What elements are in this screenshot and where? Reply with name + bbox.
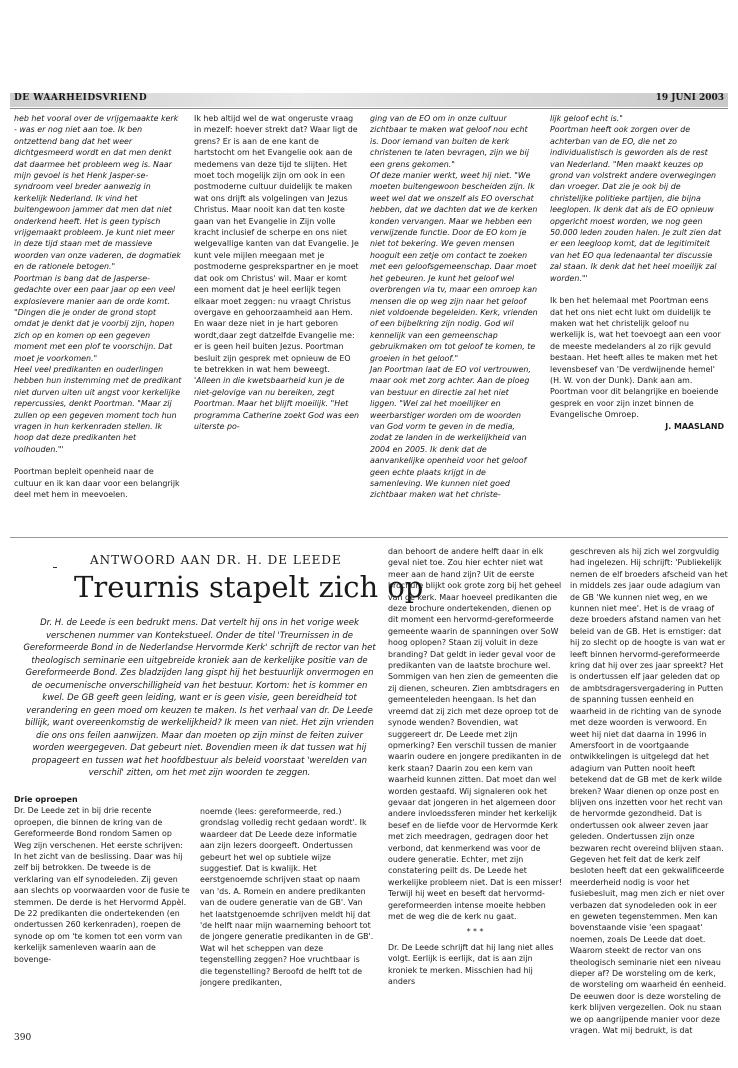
- top-col1-para: Poortman is bang dat de Jasperse-gedachte over een paar jaar op een veel explosievere manier aan de orde komt. "Dingen die je onder de grond stopt omdat je denkt dat je voorbij zijn, hopen zich op en komen op een gegeven moment met een plof te voorschijn. Dat moet je voorkomen.": [14, 273, 176, 363]
- article-column-4: [570, 546, 728, 1036]
- top-col2-para: Ik heb altijd wel de wat ongeruste vraag in mezelf: hoever strekt dat? Waar ligt de grens? Er is aan de ene kant de hartstocht om het Evangelie ook aan de medemens van deze tijd te slijten. Het moet toch mogelijk zijn om ook in een postmoderne cultuur duidelijk te maken wat ons drijft als volgelingen van Jezus Christus. Maar nooit kan dat ten koste gaan van het Evangelie in Zijn volle kracht inclusief de scherpe en ons niet welgevallige kanten van dat Evangelie. Je kunt vele mijlen meegaan met je postmoderne gesprekspartner en je moet dat ook om Christus' wil. Maar er komt een moment dat je heel eerlijk tegen elkaar moet zeggen: nu vraagt Christus overgave en gehoorzaamheid aan Hem. En waar deze niet in je hart geboren wordt,daar zegt datzelfde Evangelie me: er is geen heil buiten Jezus. Poortman besluit zijn gesprek met opnieuw de EO te betrekken in wat hem beweegt.: [194, 114, 359, 374]
- article-column-2: [200, 806, 374, 989]
- top-col4-para: lijk geloof echt is.": [550, 114, 623, 123]
- subheading: Drie oproepen: [14, 795, 78, 804]
- top-column-2: [194, 113, 360, 432]
- dash-mark: [53, 567, 57, 568]
- section-stars: * * *: [466, 927, 484, 937]
- page-number: 390: [14, 1033, 32, 1043]
- top-column-1: [14, 113, 182, 500]
- article-intro: Dr. H. de Leede is een bedrukt mens. Dat vertelt hij ons in het vorige week verschenen nummer van Kontekstueel. Onder de titel 'Treurnissen in de Gereformeerde Bond in de Nederlandse Hervormde Kerk' schrijft de rector van het theologisch seminarie een uitgebreide kroniek aan de kerkelijke positie van de Gereformeerde Bond. Zes bladzijden lang gispt hij het bestuurlijk onvermogen en de oecumenische onverschilligheid van het bestuur. Kortom: het is kommer en kwel. De GB geeft geen leiding, want er is geen visie, geen bereidheid tot verandering en geen moed om keuzen te maken. Is het verhaal van dr. De Leede billijk, want overeenkomstig de werkelijkheid? Ik meen van niet. Het zijn vrienden die ons ons feilen aanwijzen. Maar dan moeten op zijn minst de feiten zuiver worden weergegeven. Dat gebeurt niet. Bovendien meen ik dat tussen wat hij propageert en tussen wat het hoofdbestuur als beleid voorstaat 'werelden van verschil' zitten, om het met zijn woorden te zeggen.: [23, 618, 376, 778]
- article-column-3: [388, 546, 562, 987]
- top-column-4: [550, 113, 724, 432]
- publication-name: DE WAARHEIDSVRIEND: [14, 93, 148, 103]
- article-col4-text: geschreven als hij zich wel zorgvuldig had ingelezen. Hij schrijft: 'Publiekelijk nemen de elf broeders afscheid van het in middels zes jaar oude adagium van de GB 'We kunnen niet weg, en we kunnen niet mee'. Het is de vraag of deze broeders afstand namen van het beleid van de GB. Het is ernstiger: dat hij zo slecht op de hoogte is van wat er leeft binnen hervormd-gereformeerde kring dat hij over zes jaar spreekt? Het is ondertussen elf jaar geleden dat op de ambtsdragersvergadering in Putten de spanning tussen eenheid en waarheid in de richting van de synode met deze woorden is verwoord. En weet hij niet dat daarna in 1996 in Amersfoort in de voortgaande ontwikkelingen is uitgelegd dat het adagium van Putten nooit heeft betekend dat de GB met de kerk wilde breken? Waar dienen op onze post en blijven ons inzetten voor het recht van de hervormde gezondheid. Dat is ondertussen ook alweer zeven jaar geleden. Ondertussen zijn onze bezwaren recht overeind blijven staan. Gegeven het feit dat de kerk zelf besloten heeft dat een gekwalificeerde meerderheid nodig is voor het fusiebesluit, mag men zich er niet over verbazen dat synodeleden ook in eer en geweten tegenstemmen. Men kan bovenstaande visie 'een spagaat' noemen, zoals De Leede dat doet. Waarom steekt de rector van ons theologisch seminarie niet een niveau dieper af? De worsteling om de kerk, de worsteling om waarheid én eenheid. De eeuwen door is deze worsteling de kerk blijven vergezellen. Ook nu staan we op aangrijpende manier voor deze vragen. Wat mij bedrukt, is dat: [570, 547, 728, 1036]
- top-col3-para: ging van de EO om in onze cultuur zichtbaar te maken wat geloof nou echt is. Door iemand van buiten de kerk christenen te laten bevragen, zijn we bij een grens gekomen.": [370, 114, 529, 169]
- article-kicker: ANTWOORD AAN DR. H. DE LEEDE: [90, 553, 342, 567]
- top-col1-para: heb het vooral over de vrijgemaakte kerk - was er nog niet aan toe. Ik ben ontzettend bang dat het weer dichtgesmeerd wordt en dat men denkt dat daarmee het probleem weg is. Naar mijn gevoel is het Henk Jasper-se-syndroom veel breder aanwezig in kerkelijk Nederland. Ik vind het buitengewoon jammer dat men dat niet onderkend heeft. Het is geen typisch vrijgemaakt probleem. Je kunt niet meer in deze tijd staan met de massieve woorden van onze vaderen, de dogmatiek en de rationele betogen.": [14, 114, 182, 272]
- top-col1-para: Poortman bepleit openheid naar de cultuur en ik kan daar voor een belangrijk deel met hem in meevoelen.: [14, 467, 180, 499]
- article-col3a-text: dan behoort de andere helft daar in elk geval niet toe. Zou hier echter niet wat meer aan de hand zijn? Uit de eerste brochure blijkt ook grote zorg bij het geheel van de kerk. Maar hoeveel predikanten die deze brochure ondertekenden, dienen op dit moment een hervormd-gereformeerde gemeente waarin de spanningen over SoW hoog oplopen? Staan zij voluit in deze branding? Dat geldt in ieder geval voor de predikanten van de laatste brochure wel. Sommigen van hen zien de gemeenten die zij dienen, scheuren. Zien ambtsdragers en gemeenteleden heengaan. Is het dan vreemd dat zij zich met deze oproep tot de synode wenden? Bovendien, wat suggereert dr. De Leede met zijn opmerking? Een verschil tussen de manier waarin oudere en jongere predikanten in de kerk staan? Daarin zou een kern van waarheid kunnen zitten. Dat moet dan wel worden gestaafd. Wij signaleren ook het gevaar dat jongeren in het algemeen door andere invloedssferen minder het kerkelijk besef en de liefde voor de Hervormde Kerk met zich meedragen, gedragen door het verbond, dat kenmerkend was voor de oudere generatie. Echter, met zijn constatering peilt ds. De Leede het werkelijke probleem niet. Dat is een misser! Terwijl hij weet en beseft dat hervormd-gereformeerden intense moeite hebben met de weg die de kerk nu gaat.: [388, 547, 562, 921]
- section-divider: [10, 537, 728, 538]
- article-headline: Treurnis stapelt zich op: [74, 570, 424, 604]
- top-col4-para: Ik ben het helemaal met Poortman eens dat het ons niet echt lukt om duidelijk te maken wat het christelijk geloof nu werkelijk is, wat het toevoegt aan een voor de meeste medelanders al zo rijk gevuld bestaan. Het heeft alles te maken met het levensbesef van 'De verdwijnende hemel' (H. W. von der Dunk). Dank aan am. Poortman voor dit belangrijke en boeiende gesprek en voor zijn inzet binnen de Evangelische Omroep.: [550, 296, 721, 420]
- top-column-3: [370, 113, 538, 501]
- author-signature: J. MAASLAND: [665, 421, 724, 431]
- article-col3b-text: Dr. De Leede schrijft dat hij lang niet alles volgt. Eerlijk is eerlijk, dat is aan zijn kroniek te merken. Misschien had hij anders: [388, 942, 554, 987]
- header-rule: [10, 108, 728, 109]
- article-column-1: [14, 794, 190, 965]
- top-col1-para: Heel veel predikanten en ouderlingen hebben hun instemming met de predikant niet durven uiten uit angst voor kerkelijke repercussies, denkt Poortman. "Maar zij zullen op een gegeven moment toch hun vragen in hun kerkenraden stellen. Ik hoop dat deze predikanten het volhouden."': [14, 364, 182, 454]
- article-col2-text: noemde (lees: gereformeerde, red.) grondslag volledig recht gedaan wordt'. Ik waardeer dat De Leede deze informatie aan zijn lezers doorgeeft. Ondertussen gebeurt het wel op subtiele wijze suggestief. Dat is kwalijk. Het eerstgenoemde schrijven staat op naam van 'ds. A. Romein en andere predikanten van de oudere generatie van de GB'. Van het laatstgenoemde schrijven meldt hij dat 'de helft naar mijn waarneming behoort tot de jongere generatie predikanten in de GB'. Wat wil het scheppen van deze tegenstelling zeggen? Hoe vruchtbaar is die tegenstelling? Beroofd de helft tot de jongere predikanten,: [200, 807, 374, 988]
- top-col4-para: Poortman heeft ook zorgen over de achterban van de EO, die net zo individualistisch is geworden als de rest van Nederland. "Men maakt keuzes op grond van volstrekt andere overwegingen dan vroeger. Dat zie je ook bij de christelijke politieke partijen, die bijna leeglopen. Ik denk dat als de EO opnieuw opgericht moest worden, we nog geen 50.000 leden zouden halen. Je zult zien dat er een leegloop komt, dat de legitimiteit van het EO qua ledenaantal ter discussie zal staan. Ik denk dat het heel moeilijk zal worden."': [550, 125, 722, 283]
- top-col2-para: 'Alleen in die kwetsbaarheid kun je de niet-gelovige van nu bereiken, zegt Poortman. Maar het blijft moeilijk. "Het programma Catherine zoekt God was een uiterste po-: [194, 376, 360, 431]
- top-col3-para: Of deze manier werkt, weet hij niet. "We moeten buitengewoon bescheiden zijn. Ik weet wel dat we onszelf als EO overschat hebben, dat we dachten dat we de kerken konden vervangen. Maar we hebben een verwijzende functie. Door de EO kom je niet tot bekering. We geven mensen hooguit een zetje om contact te zoeken met een geloofsgemeenschap. Daar moet het gebeuren. Je kunt het geloof wel overbrengen via tv, maar een omroep kan mensen die op weg zijn naar het geloof niet voldoende begeleiden. Kerk, vrienden of een bijbelkring zijn nodig. God wil kennelijk van een gemeenschap gebruikmaken om tot geloof te komen, te groeien in het geloof.": [370, 171, 538, 363]
- top-col3-para: Jan Poortman laat de EO vol vertrouwen, maar ook met zorg achter. Aan de ploeg van bestuur en directie zal het niet liggen. "Wel zal het moeilijker en weerbarstiger worden om de woorden van God vorm te geven in de media, zodat ze landen in de werkelijkheid van 2004 en 2005. Ik denk dat de aanvankelijke openheid voor het geloof geen echte plaats krijgt in de samenleving. We kunnen niet goed zichtbaar maken wat het christe-: [370, 364, 531, 500]
- article-col1-text: Dr. De Leede zet in bij drie recente oproepen, die binnen de kring van de Gereformeerde Bond rondom Samen op Weg zijn verschenen. Het eerste schrijven: In het zicht van de beslissing. Daar was hij zelf bij betrokken. De tweede is de verklaring van elf synodeleden. Zij geven aan slechts op voorwaarden voor de fusie te stemmen. De derde is het Hervormd Appèl. De 22 predikanten die ondertekenden (en ondertussen 260 kerkenraden), roepen de synode op om 'te komen tot een vorm van kerkelijk samenleven waarin aan de bovenge-: [14, 806, 190, 964]
- issue-date: 19 JUNI 2003: [655, 93, 724, 103]
